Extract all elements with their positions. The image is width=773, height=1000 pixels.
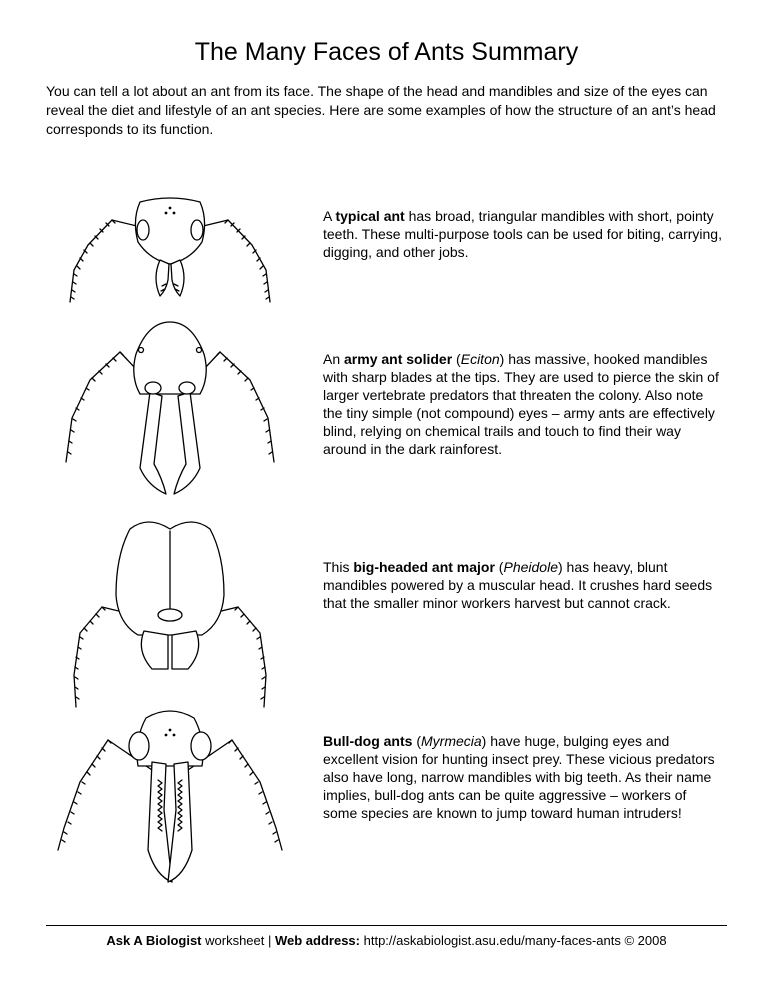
typical-ant-description: A typical ant has broad, triangular mandibles with short, pointy teeth. These multi-purpose tools can be used for biting, carrying, digging, and other jobs. — [323, 208, 722, 260]
eye-left — [139, 348, 144, 353]
typical-ant-illustration — [40, 190, 300, 310]
army-ant-description: An army ant solider (Eciton) has massive, hooked mandibles with sharp blades at the tips. They are used to pierce the skin of larger vertebrate predators that threaten the colony. Also note the tiny simple (not compound) eyes – army ants are effectively blind, relying on chemical trails and touch to find their way around in the dark rainforest. — [323, 351, 719, 457]
mandible-right — [174, 392, 200, 494]
mandible-right — [168, 762, 192, 882]
footer-divider — [46, 925, 727, 926]
mandible-left — [140, 392, 166, 494]
eye-right — [191, 220, 203, 240]
footer-brand: Ask A Biologist — [106, 933, 202, 948]
intro-paragraph: You can tell a lot about an ant from its face. The shape of the head and mandibles and size of the eyes can reveal the diet and lifestyle of an ant species. Here are some examples of how the structure of an ant’s head corresponds to its function. — [46, 83, 716, 137]
mandible-left — [141, 631, 168, 669]
ocellus — [169, 207, 172, 210]
bull-dog-ant-description: Bull-dog ants (Myrmecia) have huge, bulging eyes and excellent vision for hunting insect prey. These vicious predators also have long, narrow mandibles with big teeth. As their name implies, bull-dog ants can be quite aggressive – workers of some species are known to jump toward human intruders! — [323, 733, 715, 821]
footer: Ask A Biologist worksheet | Web address: http://askabiologist.asu.edu/many-faces-ants © 2008 — [106, 933, 667, 948]
big-headed-ant-description: This big-headed ant major (Pheidole) has heavy, blunt mandibles powered by a muscular head. It crushes hard seeds that the smaller minor workers harvest but cannot crack. — [323, 559, 713, 611]
army-ant-illustration — [40, 318, 300, 498]
footer-web-label: Web address: — [274, 933, 360, 948]
eye-right — [197, 348, 202, 353]
eye-right — [191, 732, 211, 760]
eye-left — [129, 732, 149, 760]
antenna-right — [195, 220, 270, 302]
eye-left — [137, 220, 149, 240]
big-headed-ant-illustration — [40, 515, 300, 715]
page-title: The Many Faces of Ants Summary — [194, 38, 579, 66]
ocellus — [169, 729, 172, 732]
head-capsule — [134, 322, 207, 394]
bull-dog-ant-illustration — [40, 700, 300, 890]
footer-url[interactable]: http://askabiologist.asu.edu/many-faces-ants © 2008 — [360, 933, 667, 948]
mandible-left — [148, 762, 172, 882]
antenna-left — [70, 220, 145, 302]
mandible-right — [172, 631, 199, 669]
